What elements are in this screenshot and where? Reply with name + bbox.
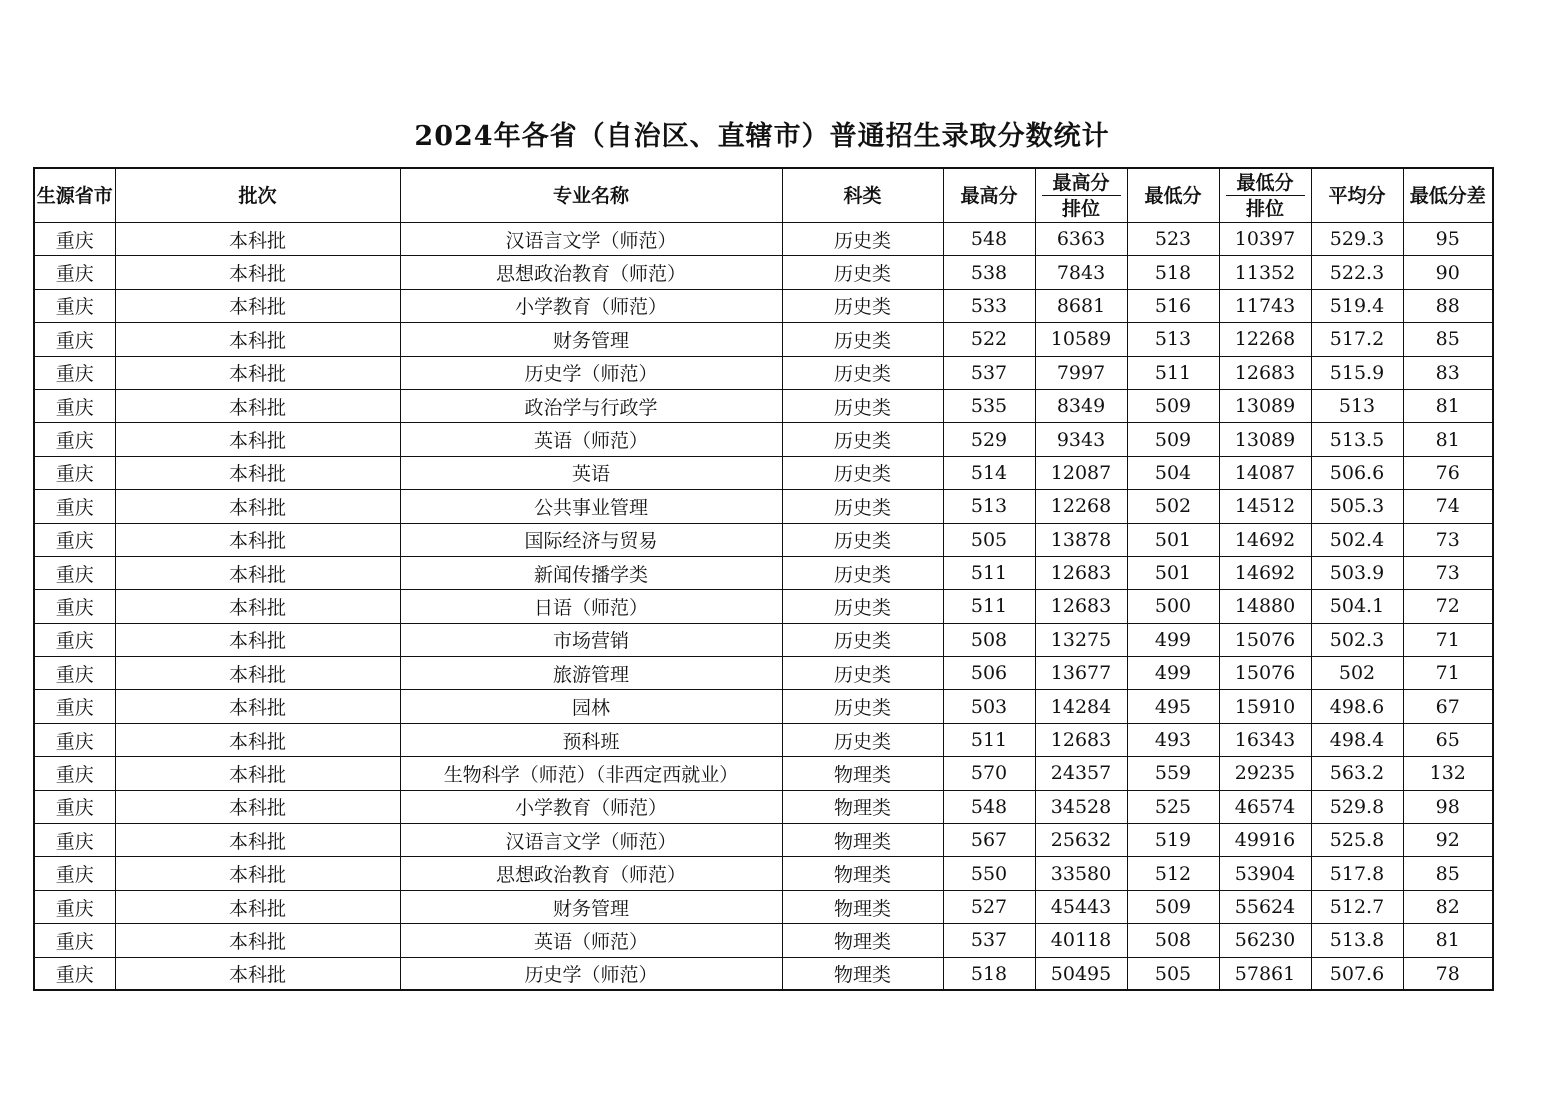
cell-avg-score: 504.1	[1311, 590, 1403, 623]
cell-max-score: 548	[943, 790, 1035, 823]
cell-category: 历史类	[782, 256, 943, 289]
cell-province: 重庆	[34, 690, 115, 723]
cell-min-score: 493	[1127, 723, 1219, 756]
cell-batch: 本科批	[115, 657, 400, 690]
col-header-min-rank-top: 最低分	[1226, 169, 1305, 196]
cell-min-rank: 46574	[1219, 790, 1311, 823]
table-row	[34, 256, 1493, 289]
cell-min-rank: 29235	[1219, 757, 1311, 790]
cell-max-score: 537	[943, 356, 1035, 389]
cell-max-rank: 34528	[1035, 790, 1127, 823]
cell-min-diff: 85	[1403, 857, 1493, 890]
cell-avg-score: 517.2	[1311, 323, 1403, 356]
col-header-category: 科类	[782, 168, 943, 223]
cell-min-rank: 12268	[1219, 323, 1311, 356]
cell-batch: 本科批	[115, 356, 400, 389]
cell-category: 物理类	[782, 757, 943, 790]
cell-min-diff: 92	[1403, 824, 1493, 857]
cell-batch: 本科批	[115, 623, 400, 656]
cell-min-score: 508	[1127, 924, 1219, 957]
cell-min-rank: 14087	[1219, 456, 1311, 489]
table-row	[34, 356, 1493, 389]
cell-min-score: 499	[1127, 657, 1219, 690]
cell-min-score: 505	[1127, 957, 1219, 990]
cell-max-score: 514	[943, 456, 1035, 489]
cell-min-diff: 67	[1403, 690, 1493, 723]
cell-major: 市场营销	[400, 623, 782, 656]
cell-max-score: 550	[943, 857, 1035, 890]
cell-category: 历史类	[782, 223, 943, 256]
table-row	[34, 723, 1493, 756]
cell-major: 英语（师范）	[400, 423, 782, 456]
cell-major: 财务管理	[400, 323, 782, 356]
cell-category: 物理类	[782, 924, 943, 957]
cell-batch: 本科批	[115, 256, 400, 289]
cell-province: 重庆	[34, 289, 115, 322]
cell-province: 重庆	[34, 657, 115, 690]
cell-category: 物理类	[782, 857, 943, 890]
cell-category: 历史类	[782, 289, 943, 322]
cell-max-score: 508	[943, 623, 1035, 656]
cell-min-score: 512	[1127, 857, 1219, 890]
cell-avg-score: 513.5	[1311, 423, 1403, 456]
cell-min-score: 499	[1127, 623, 1219, 656]
cell-max-score: 506	[943, 657, 1035, 690]
cell-min-diff: 88	[1403, 289, 1493, 322]
cell-min-diff: 81	[1403, 389, 1493, 422]
col-header-major: 专业名称	[400, 168, 782, 223]
table-row	[34, 490, 1493, 523]
table-row	[34, 289, 1493, 322]
cell-min-diff: 81	[1403, 423, 1493, 456]
cell-min-rank: 15076	[1219, 623, 1311, 656]
cell-avg-score: 498.4	[1311, 723, 1403, 756]
cell-min-rank: 55624	[1219, 890, 1311, 923]
cell-min-diff: 74	[1403, 490, 1493, 523]
cell-batch: 本科批	[115, 590, 400, 623]
cell-batch: 本科批	[115, 556, 400, 589]
table-row	[34, 389, 1493, 422]
cell-category: 历史类	[782, 690, 943, 723]
cell-category: 历史类	[782, 456, 943, 489]
cell-max-rank: 6363	[1035, 223, 1127, 256]
cell-min-score: 511	[1127, 356, 1219, 389]
cell-min-diff: 72	[1403, 590, 1493, 623]
cell-avg-score: 503.9	[1311, 556, 1403, 589]
col-header-max-rank	[1035, 168, 1127, 223]
cell-avg-score: 529.3	[1311, 223, 1403, 256]
cell-min-score: 519	[1127, 824, 1219, 857]
cell-max-rank: 13677	[1035, 657, 1127, 690]
table-row	[34, 623, 1493, 656]
cell-max-rank: 14284	[1035, 690, 1127, 723]
cell-max-score: 548	[943, 223, 1035, 256]
cell-major: 思想政治教育（师范）	[400, 256, 782, 289]
cell-category: 历史类	[782, 590, 943, 623]
cell-avg-score: 502	[1311, 657, 1403, 690]
cell-min-rank: 14692	[1219, 556, 1311, 589]
cell-province: 重庆	[34, 623, 115, 656]
cell-min-rank: 10397	[1219, 223, 1311, 256]
cell-major: 汉语言文学（师范）	[400, 223, 782, 256]
cell-province: 重庆	[34, 256, 115, 289]
cell-min-rank: 13089	[1219, 389, 1311, 422]
cell-province: 重庆	[34, 323, 115, 356]
cell-category: 历史类	[782, 323, 943, 356]
cell-batch: 本科批	[115, 289, 400, 322]
col-header-batch: 批次	[115, 168, 400, 223]
cell-major: 财务管理	[400, 890, 782, 923]
cell-major: 日语（师范）	[400, 590, 782, 623]
cell-min-rank: 11743	[1219, 289, 1311, 322]
cell-max-rank: 12683	[1035, 556, 1127, 589]
cell-avg-score: 517.8	[1311, 857, 1403, 890]
cell-province: 重庆	[34, 389, 115, 422]
cell-min-score: 516	[1127, 289, 1219, 322]
cell-min-score: 518	[1127, 256, 1219, 289]
cell-major: 历史学（师范）	[400, 957, 782, 990]
cell-category: 历史类	[782, 389, 943, 422]
cell-avg-score: 505.3	[1311, 490, 1403, 523]
cell-min-score: 513	[1127, 323, 1219, 356]
cell-major: 旅游管理	[400, 657, 782, 690]
col-header-province: 生源省市	[34, 168, 115, 223]
cell-max-score: 511	[943, 590, 1035, 623]
cell-min-diff: 98	[1403, 790, 1493, 823]
cell-min-rank: 12683	[1219, 356, 1311, 389]
cell-category: 历史类	[782, 657, 943, 690]
cell-province: 重庆	[34, 556, 115, 589]
cell-max-score: 505	[943, 523, 1035, 556]
cell-major: 新闻传播学类	[400, 556, 782, 589]
col-header-max-rank-bottom: 排位	[1061, 198, 1100, 220]
cell-max-score: 511	[943, 723, 1035, 756]
cell-min-rank: 13089	[1219, 423, 1311, 456]
cell-min-diff: 78	[1403, 957, 1493, 990]
cell-province: 重庆	[34, 456, 115, 489]
cell-major: 政治学与行政学	[400, 389, 782, 422]
cell-province: 重庆	[34, 924, 115, 957]
table-row	[34, 590, 1493, 623]
table-row	[34, 556, 1493, 589]
cell-avg-score: 502.4	[1311, 523, 1403, 556]
page-title: 2024年各省（自治区、直辖市）普通招生录取分数统计	[414, 121, 1110, 152]
cell-max-rank: 33580	[1035, 857, 1127, 890]
cell-min-diff: 73	[1403, 556, 1493, 589]
cell-avg-score: 507.6	[1311, 957, 1403, 990]
cell-min-score: 500	[1127, 590, 1219, 623]
cell-batch: 本科批	[115, 456, 400, 489]
cell-batch: 本科批	[115, 924, 400, 957]
cell-max-rank: 8681	[1035, 289, 1127, 322]
cell-batch: 本科批	[115, 857, 400, 890]
cell-province: 重庆	[34, 757, 115, 790]
cell-category: 历史类	[782, 556, 943, 589]
cell-avg-score: 563.2	[1311, 757, 1403, 790]
cell-category: 物理类	[782, 790, 943, 823]
cell-batch: 本科批	[115, 824, 400, 857]
cell-province: 重庆	[34, 857, 115, 890]
col-header-max-rank-top: 最高分	[1042, 169, 1121, 196]
cell-max-rank: 25632	[1035, 824, 1127, 857]
cell-province: 重庆	[34, 523, 115, 556]
cell-max-rank: 12268	[1035, 490, 1127, 523]
cell-max-score: 527	[943, 890, 1035, 923]
cell-avg-score: 519.4	[1311, 289, 1403, 322]
table-row	[34, 890, 1493, 923]
cell-batch: 本科批	[115, 957, 400, 990]
cell-max-rank: 40118	[1035, 924, 1127, 957]
cell-category: 物理类	[782, 890, 943, 923]
cell-min-diff: 82	[1403, 890, 1493, 923]
cell-max-score: 537	[943, 924, 1035, 957]
cell-max-rank: 8349	[1035, 389, 1127, 422]
cell-category: 历史类	[782, 356, 943, 389]
cell-min-diff: 83	[1403, 356, 1493, 389]
cell-min-score: 523	[1127, 223, 1219, 256]
cell-province: 重庆	[34, 223, 115, 256]
cell-max-score: 533	[943, 289, 1035, 322]
cell-max-score: 538	[943, 256, 1035, 289]
cell-province: 重庆	[34, 957, 115, 990]
cell-batch: 本科批	[115, 523, 400, 556]
table-row	[34, 790, 1493, 823]
table-row	[34, 657, 1493, 690]
cell-min-rank: 49916	[1219, 824, 1311, 857]
table-row	[34, 824, 1493, 857]
cell-category: 历史类	[782, 623, 943, 656]
table-row	[34, 957, 1493, 990]
cell-province: 重庆	[34, 790, 115, 823]
cell-major: 小学教育（师范）	[400, 790, 782, 823]
table-row	[34, 223, 1493, 256]
cell-min-rank: 14880	[1219, 590, 1311, 623]
cell-category: 物理类	[782, 957, 943, 990]
cell-min-rank: 14692	[1219, 523, 1311, 556]
cell-min-score: 495	[1127, 690, 1219, 723]
cell-max-score: 567	[943, 824, 1035, 857]
cell-major: 预科班	[400, 723, 782, 756]
cell-major: 英语（师范）	[400, 924, 782, 957]
cell-category: 历史类	[782, 523, 943, 556]
cell-max-rank: 7997	[1035, 356, 1127, 389]
cell-min-diff: 71	[1403, 623, 1493, 656]
cell-min-score: 501	[1127, 523, 1219, 556]
cell-avg-score: 529.8	[1311, 790, 1403, 823]
table-row	[34, 757, 1493, 790]
cell-max-score: 570	[943, 757, 1035, 790]
cell-category: 历史类	[782, 423, 943, 456]
cell-batch: 本科批	[115, 890, 400, 923]
cell-max-score: 511	[943, 556, 1035, 589]
cell-min-diff: 73	[1403, 523, 1493, 556]
cell-max-rank: 12087	[1035, 456, 1127, 489]
cell-min-rank: 15076	[1219, 657, 1311, 690]
cell-max-rank: 9343	[1035, 423, 1127, 456]
cell-batch: 本科批	[115, 490, 400, 523]
cell-max-score: 522	[943, 323, 1035, 356]
cell-batch: 本科批	[115, 423, 400, 456]
cell-province: 重庆	[34, 490, 115, 523]
cell-batch: 本科批	[115, 790, 400, 823]
cell-major: 历史学（师范）	[400, 356, 782, 389]
cell-category: 历史类	[782, 490, 943, 523]
cell-min-diff: 85	[1403, 323, 1493, 356]
cell-min-rank: 16343	[1219, 723, 1311, 756]
cell-major: 思想政治教育（师范）	[400, 857, 782, 890]
cell-major: 小学教育（师范）	[400, 289, 782, 322]
cell-min-score: 502	[1127, 490, 1219, 523]
cell-min-score: 504	[1127, 456, 1219, 489]
table-body	[34, 223, 1493, 991]
header-row	[34, 168, 1493, 223]
cell-province: 重庆	[34, 423, 115, 456]
cell-max-score: 513	[943, 490, 1035, 523]
cell-min-rank: 14512	[1219, 490, 1311, 523]
col-header-min-rank	[1219, 168, 1311, 223]
cell-min-diff: 90	[1403, 256, 1493, 289]
table-row	[34, 523, 1493, 556]
cell-min-diff: 76	[1403, 456, 1493, 489]
cell-max-score: 535	[943, 389, 1035, 422]
col-header-min-score: 最低分	[1127, 168, 1219, 223]
cell-avg-score: 513	[1311, 389, 1403, 422]
cell-max-score: 518	[943, 957, 1035, 990]
cell-min-rank: 53904	[1219, 857, 1311, 890]
cell-min-rank: 56230	[1219, 924, 1311, 957]
col-header-avg-score: 平均分	[1311, 168, 1403, 223]
cell-min-rank: 11352	[1219, 256, 1311, 289]
cell-max-rank: 13878	[1035, 523, 1127, 556]
cell-major: 汉语言文学（师范）	[400, 824, 782, 857]
cell-min-score: 509	[1127, 389, 1219, 422]
cell-min-diff: 132	[1403, 757, 1493, 790]
cell-min-score: 525	[1127, 790, 1219, 823]
cell-avg-score: 498.6	[1311, 690, 1403, 723]
cell-min-score: 509	[1127, 423, 1219, 456]
table-row	[34, 423, 1493, 456]
cell-batch: 本科批	[115, 690, 400, 723]
cell-province: 重庆	[34, 723, 115, 756]
cell-major: 英语	[400, 456, 782, 489]
cell-max-rank: 45443	[1035, 890, 1127, 923]
cell-min-score: 501	[1127, 556, 1219, 589]
cell-max-rank: 7843	[1035, 256, 1127, 289]
cell-province: 重庆	[34, 890, 115, 923]
cell-min-diff: 65	[1403, 723, 1493, 756]
table-row	[34, 857, 1493, 890]
cell-min-rank: 15910	[1219, 690, 1311, 723]
cell-batch: 本科批	[115, 223, 400, 256]
cell-batch: 本科批	[115, 757, 400, 790]
cell-avg-score: 506.6	[1311, 456, 1403, 489]
cell-avg-score: 525.8	[1311, 824, 1403, 857]
cell-province: 重庆	[34, 356, 115, 389]
cell-major: 生物科学（师范）（非西定西就业）	[400, 757, 782, 790]
table-header	[34, 168, 1493, 223]
table-row	[34, 456, 1493, 489]
table-row	[34, 690, 1493, 723]
col-header-max-score: 最高分	[943, 168, 1035, 223]
admission-score-table	[33, 167, 1494, 991]
cell-max-rank: 13275	[1035, 623, 1127, 656]
cell-min-diff: 71	[1403, 657, 1493, 690]
cell-major: 国际经济与贸易	[400, 523, 782, 556]
cell-avg-score: 522.3	[1311, 256, 1403, 289]
cell-category: 历史类	[782, 723, 943, 756]
cell-avg-score: 515.9	[1311, 356, 1403, 389]
cell-avg-score: 513.8	[1311, 924, 1403, 957]
cell-category: 物理类	[782, 824, 943, 857]
cell-province: 重庆	[34, 590, 115, 623]
cell-min-rank: 57861	[1219, 957, 1311, 990]
cell-major: 园林	[400, 690, 782, 723]
cell-min-score: 509	[1127, 890, 1219, 923]
cell-min-diff: 95	[1403, 223, 1493, 256]
cell-batch: 本科批	[115, 723, 400, 756]
col-header-min-diff: 最低分差	[1403, 168, 1493, 223]
cell-min-diff: 81	[1403, 924, 1493, 957]
col-header-min-rank-bottom: 排位	[1245, 198, 1284, 220]
cell-max-rank: 12683	[1035, 590, 1127, 623]
cell-major: 公共事业管理	[400, 490, 782, 523]
cell-avg-score: 502.3	[1311, 623, 1403, 656]
cell-max-score: 529	[943, 423, 1035, 456]
cell-max-score: 503	[943, 690, 1035, 723]
cell-avg-score: 512.7	[1311, 890, 1403, 923]
cell-batch: 本科批	[115, 389, 400, 422]
cell-max-rank: 24357	[1035, 757, 1127, 790]
cell-province: 重庆	[34, 824, 115, 857]
cell-max-rank: 10589	[1035, 323, 1127, 356]
cell-max-rank: 50495	[1035, 957, 1127, 990]
cell-min-score: 559	[1127, 757, 1219, 790]
table-row	[34, 924, 1493, 957]
cell-max-rank: 12683	[1035, 723, 1127, 756]
cell-batch: 本科批	[115, 323, 400, 356]
table-row	[34, 323, 1493, 356]
